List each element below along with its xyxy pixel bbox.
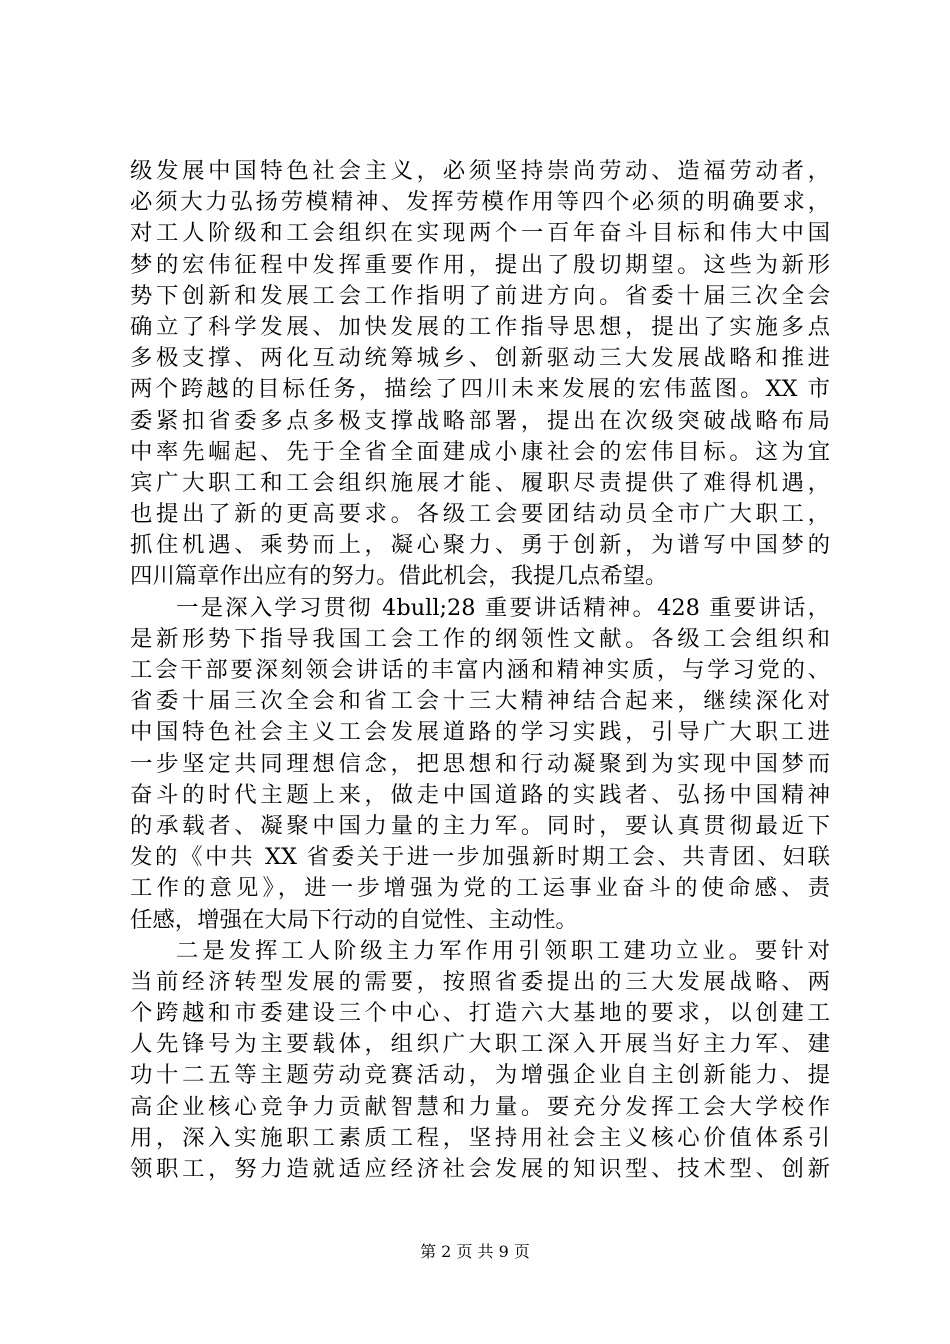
page-number-footer: 第 2 页 共 9 页 bbox=[420, 1242, 530, 1261]
text-line: 势下创新和发展工会工作指明了前进方向。省委十届三次全会 bbox=[130, 282, 830, 309]
text-line: 中率先崛起、先于全省全面建成小康社会的宏伟目标。这为宜 bbox=[130, 438, 830, 465]
text-line: 工会干部要深刻领会讲话的丰富内涵和精神实质，与学习党的、 bbox=[130, 657, 830, 683]
text-line: 两个跨越的目标任务，描绘了四川未来发展的宏伟蓝图。XX 市 bbox=[130, 376, 830, 403]
text-line: 省委十届三次全会和省工会十三大精神结合起来，继续深化对 bbox=[130, 688, 830, 715]
text-line: 当前经济转型发展的需要，按照省委提出的三大发展战略、两 bbox=[130, 968, 830, 995]
text-line: 一是深入学习贯彻 4bull;28 重要讲话精神。428 重要讲话， bbox=[176, 594, 830, 621]
text-line: 奋斗的时代主题上来，做走中国道路的实践者、弘扬中国精神 bbox=[130, 781, 830, 808]
text-line: 是新形势下指导我国工会工作的纲领性文献。各级工会组织和 bbox=[130, 625, 830, 652]
text-line: 委紧扣省委多点多极支撑战略部署，提出在次级突破战略布局 bbox=[130, 407, 830, 434]
text-line: 中国特色社会主义工会发展道路的学习实践，引导广大职工进 bbox=[130, 719, 830, 746]
text-line: 工作的意见》，进一步增强为党的工运事业奋斗的使命感、责 bbox=[130, 875, 830, 902]
text-line: 也提出了新的更高要求。各级工会要团结动员全市广大职工， bbox=[130, 501, 830, 528]
document-body bbox=[130, 156, 830, 1185]
text-line: 对工人阶级和工会组织在实现两个一百年奋斗目标和伟大中国 bbox=[130, 220, 830, 247]
paragraph-1 bbox=[130, 156, 830, 593]
text-line: 任感，增强在大局下行动的自觉性、主动性。 bbox=[130, 906, 578, 933]
text-line: 抓住机遇、乘势而上，凝心聚力、勇于创新，为谱写中国梦的 bbox=[130, 532, 830, 559]
text-line: 梦的宏伟征程中发挥重要作用，提出了殷切期望。这些为新形 bbox=[130, 251, 830, 278]
text-line: 多极支撑、两化互动统筹城乡、创新驱动三大发展战略和推进 bbox=[130, 345, 830, 372]
text-line: 个跨越和市委建设三个中心、打造六大基地的要求，以创建工 bbox=[130, 1000, 830, 1027]
text-line: 级发展中国特色社会主义，必须坚持崇尚劳动、造福劳动者， bbox=[130, 158, 830, 184]
text-line: 领职工，努力造就适应经济社会发展的知识型、技术型、创新 bbox=[130, 1156, 830, 1182]
paragraph-2 bbox=[130, 593, 830, 936]
text-line: 宾广大职工和工会组织施展才能、履职尽责提供了难得机遇， bbox=[130, 469, 830, 496]
text-line: 功十二五等主题劳动竞赛活动，为增强企业自主创新能力、提 bbox=[130, 1062, 830, 1089]
text-line: 人先锋号为主要载体，组织广大职工深入开展当好主力军、建 bbox=[130, 1031, 830, 1058]
text-line: 四川篇章作出应有的努力。借此机会，我提几点希望。 bbox=[130, 563, 668, 590]
text-line: 发的《中共 XX 省委关于进一步加强新时期工会、共青团、妇联 bbox=[130, 844, 830, 871]
text-line: 必须大力弘扬劳模精神、发挥劳模作用等四个必须的明确要求， bbox=[130, 189, 830, 216]
text-line: 的承载者、凝聚中国力量的主力军。同时，要认真贯彻最近下 bbox=[130, 812, 830, 839]
text-line: 二是发挥工人阶级主力军作用引领职工建功立业。要针对 bbox=[176, 937, 830, 964]
text-line: 一步坚定共同理想信念，把思想和行动凝聚到为实现中国梦而 bbox=[130, 750, 830, 777]
text-line: 用，深入实施职工素质工程，坚持用社会主义核心价值体系引 bbox=[130, 1124, 830, 1151]
text-line: 高企业核心竞争力贡献智慧和力量。要充分发挥工会大学校作 bbox=[130, 1093, 830, 1120]
text-line: 确立了科学发展、加快发展的工作指导思想，提出了实施多点 bbox=[130, 313, 830, 340]
paragraph-3 bbox=[130, 936, 830, 1186]
